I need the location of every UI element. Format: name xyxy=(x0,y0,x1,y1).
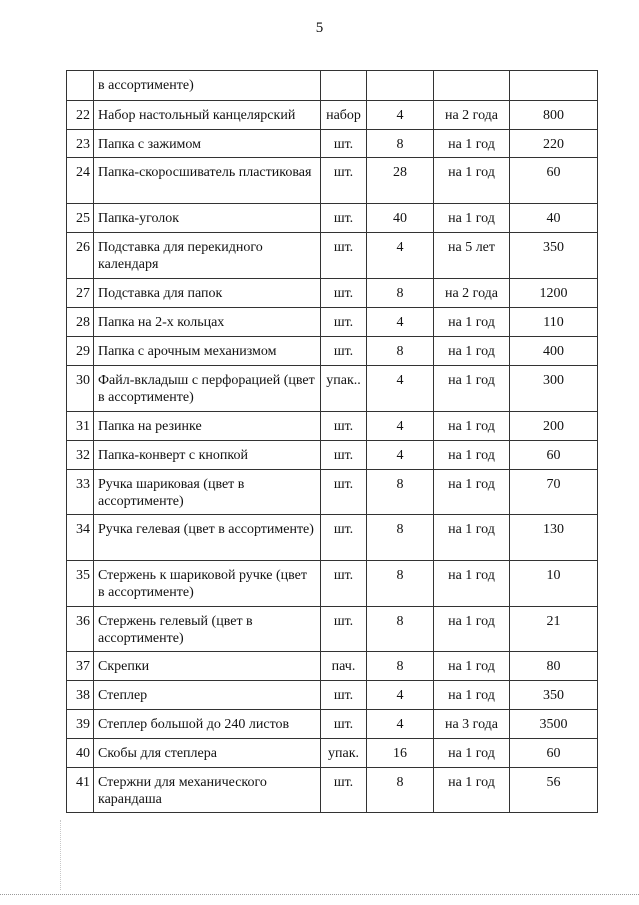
table-row xyxy=(67,441,598,470)
cell-price: 300 xyxy=(510,366,598,412)
cell-unit: шт. xyxy=(321,337,367,366)
cell-price: 110 xyxy=(510,308,598,337)
cell-item-name: Папка-скоросшиватель пластиковая xyxy=(94,158,321,204)
margin-mark xyxy=(60,820,61,890)
table-row xyxy=(67,768,598,813)
cell-quantity: 16 xyxy=(367,739,434,768)
cell-number: 28 xyxy=(67,308,94,337)
cell-number: 35 xyxy=(67,561,94,607)
cell-quantity: 4 xyxy=(367,101,434,130)
cell-item-name: Стержень к шариковой ручке (цвет в ассортименте) xyxy=(94,561,321,607)
table-row xyxy=(67,652,598,681)
cell-quantity: 4 xyxy=(367,366,434,412)
cell-price: 1200 xyxy=(510,279,598,308)
cell-price: 800 xyxy=(510,101,598,130)
cell-price: 40 xyxy=(510,204,598,233)
table-row xyxy=(67,158,598,204)
cell-number: 34 xyxy=(67,515,94,561)
cell-price: 21 xyxy=(510,607,598,652)
bottom-scan-edge xyxy=(0,894,639,895)
cell-term: на 1 год xyxy=(434,158,510,204)
cell-unit xyxy=(321,71,367,101)
cell-term: на 1 год xyxy=(434,681,510,710)
cell-item-name: Степлер большой до 240 листов xyxy=(94,710,321,739)
cell-item-name: Папка на 2-х кольцах xyxy=(94,308,321,337)
cell-term: на 5 лет xyxy=(434,233,510,279)
cell-quantity: 4 xyxy=(367,308,434,337)
cell-unit: пач. xyxy=(321,652,367,681)
cell-unit: шт. xyxy=(321,470,367,515)
cell-quantity: 8 xyxy=(367,130,434,158)
cell-quantity: 40 xyxy=(367,204,434,233)
cell-unit: шт. xyxy=(321,681,367,710)
cell-item-name: Папка на резинке xyxy=(94,412,321,441)
cell-price: 10 xyxy=(510,561,598,607)
cell-number: 31 xyxy=(67,412,94,441)
cell-quantity: 8 xyxy=(367,279,434,308)
cell-number: 26 xyxy=(67,233,94,279)
cell-term: на 1 год xyxy=(434,412,510,441)
cell-term: на 1 год xyxy=(434,561,510,607)
cell-price: 350 xyxy=(510,233,598,279)
cell-number: 40 xyxy=(67,739,94,768)
table-row xyxy=(67,101,598,130)
cell-unit: шт. xyxy=(321,561,367,607)
table-row xyxy=(67,470,598,515)
cell-unit: шт. xyxy=(321,768,367,813)
cell-unit: упак. xyxy=(321,739,367,768)
table-row xyxy=(67,308,598,337)
cell-term: на 3 года xyxy=(434,710,510,739)
cell-item-name: Файл-вкладыш с перфорацией (цвет в ассортименте) xyxy=(94,366,321,412)
cell-item-name: Папка с арочным механизмом xyxy=(94,337,321,366)
table-row xyxy=(67,412,598,441)
table-row xyxy=(67,681,598,710)
cell-unit: шт. xyxy=(321,233,367,279)
table-row xyxy=(67,607,598,652)
table-row xyxy=(67,739,598,768)
table-row xyxy=(67,710,598,739)
cell-price: 60 xyxy=(510,158,598,204)
cell-unit: шт. xyxy=(321,130,367,158)
cell-quantity: 4 xyxy=(367,233,434,279)
cell-number: 24 xyxy=(67,158,94,204)
cell-quantity: 4 xyxy=(367,710,434,739)
cell-item-name: Скрепки xyxy=(94,652,321,681)
cell-price: 60 xyxy=(510,441,598,470)
cell-unit: шт. xyxy=(321,158,367,204)
cell-term: на 1 год xyxy=(434,441,510,470)
cell-term: на 1 год xyxy=(434,515,510,561)
cell-term: на 1 год xyxy=(434,337,510,366)
cell-quantity: 8 xyxy=(367,652,434,681)
cell-quantity: 8 xyxy=(367,337,434,366)
cell-unit: шт. xyxy=(321,607,367,652)
cell-item-name: в ассортименте) xyxy=(94,71,321,101)
cell-price: 80 xyxy=(510,652,598,681)
cell-term: на 1 год xyxy=(434,366,510,412)
cell-number: 27 xyxy=(67,279,94,308)
cell-unit: шт. xyxy=(321,204,367,233)
cell-number xyxy=(67,71,94,101)
cell-term: на 1 год xyxy=(434,204,510,233)
cell-item-name: Подставка для папок xyxy=(94,279,321,308)
table-row xyxy=(67,337,598,366)
table-row xyxy=(67,366,598,412)
table-row xyxy=(67,279,598,308)
cell-quantity: 4 xyxy=(367,412,434,441)
cell-number: 39 xyxy=(67,710,94,739)
cell-quantity: 8 xyxy=(367,561,434,607)
cell-item-name: Ручка шариковая (цвет в ассортименте) xyxy=(94,470,321,515)
cell-price: 130 xyxy=(510,515,598,561)
supplies-table-body xyxy=(67,71,598,813)
cell-price: 220 xyxy=(510,130,598,158)
cell-term: на 1 год xyxy=(434,470,510,515)
cell-price: 56 xyxy=(510,768,598,813)
cell-number: 30 xyxy=(67,366,94,412)
cell-term: на 1 год xyxy=(434,130,510,158)
cell-item-name: Подставка для перекидного календаря xyxy=(94,233,321,279)
cell-unit: шт. xyxy=(321,412,367,441)
cell-term: на 2 года xyxy=(434,279,510,308)
cell-item-name: Скобы для степлера xyxy=(94,739,321,768)
cell-price: 200 xyxy=(510,412,598,441)
cell-unit: упак.. xyxy=(321,366,367,412)
cell-item-name: Степлер xyxy=(94,681,321,710)
cell-quantity: 4 xyxy=(367,681,434,710)
cell-unit: шт. xyxy=(321,710,367,739)
cell-item-name: Набор настольный канцелярский xyxy=(94,101,321,130)
cell-term: на 1 год xyxy=(434,739,510,768)
cell-quantity: 28 xyxy=(367,158,434,204)
table-row xyxy=(67,515,598,561)
cell-unit: шт. xyxy=(321,279,367,308)
cell-price: 3500 xyxy=(510,710,598,739)
cell-quantity: 8 xyxy=(367,515,434,561)
cell-price: 60 xyxy=(510,739,598,768)
cell-number: 37 xyxy=(67,652,94,681)
cell-unit: шт. xyxy=(321,441,367,470)
cell-item-name: Папка-уголок xyxy=(94,204,321,233)
table-row xyxy=(67,204,598,233)
cell-term: на 1 год xyxy=(434,607,510,652)
cell-quantity: 4 xyxy=(367,441,434,470)
cell-number: 22 xyxy=(67,101,94,130)
cell-number: 41 xyxy=(67,768,94,813)
page-number: 5 xyxy=(315,20,324,36)
table-row xyxy=(67,561,598,607)
cell-term: на 2 года xyxy=(434,101,510,130)
cell-term: на 1 год xyxy=(434,308,510,337)
cell-quantity xyxy=(367,71,434,101)
supplies-table xyxy=(66,70,598,813)
cell-term xyxy=(434,71,510,101)
cell-price: 70 xyxy=(510,470,598,515)
cell-number: 33 xyxy=(67,470,94,515)
cell-term: на 1 год xyxy=(434,768,510,813)
cell-quantity: 8 xyxy=(367,470,434,515)
table-row xyxy=(67,233,598,279)
table-row xyxy=(67,130,598,158)
cell-item-name: Стержни для механического карандаша xyxy=(94,768,321,813)
cell-unit: шт. xyxy=(321,308,367,337)
cell-unit: набор xyxy=(321,101,367,130)
cell-number: 25 xyxy=(67,204,94,233)
table-row-continuation xyxy=(67,71,598,101)
cell-item-name: Папка с зажимом xyxy=(94,130,321,158)
cell-number: 23 xyxy=(67,130,94,158)
cell-quantity: 8 xyxy=(367,607,434,652)
cell-item-name: Ручка гелевая (цвет в ассортименте) xyxy=(94,515,321,561)
cell-number: 32 xyxy=(67,441,94,470)
cell-price: 350 xyxy=(510,681,598,710)
cell-number: 38 xyxy=(67,681,94,710)
cell-quantity: 8 xyxy=(367,768,434,813)
cell-price: 400 xyxy=(510,337,598,366)
cell-price xyxy=(510,71,598,101)
cell-item-name: Папка-конверт с кнопкой xyxy=(94,441,321,470)
cell-number: 36 xyxy=(67,607,94,652)
cell-item-name: Стержень гелевый (цвет в ассортименте) xyxy=(94,607,321,652)
cell-term: на 1 год xyxy=(434,652,510,681)
cell-unit: шт. xyxy=(321,515,367,561)
cell-number: 29 xyxy=(67,337,94,366)
